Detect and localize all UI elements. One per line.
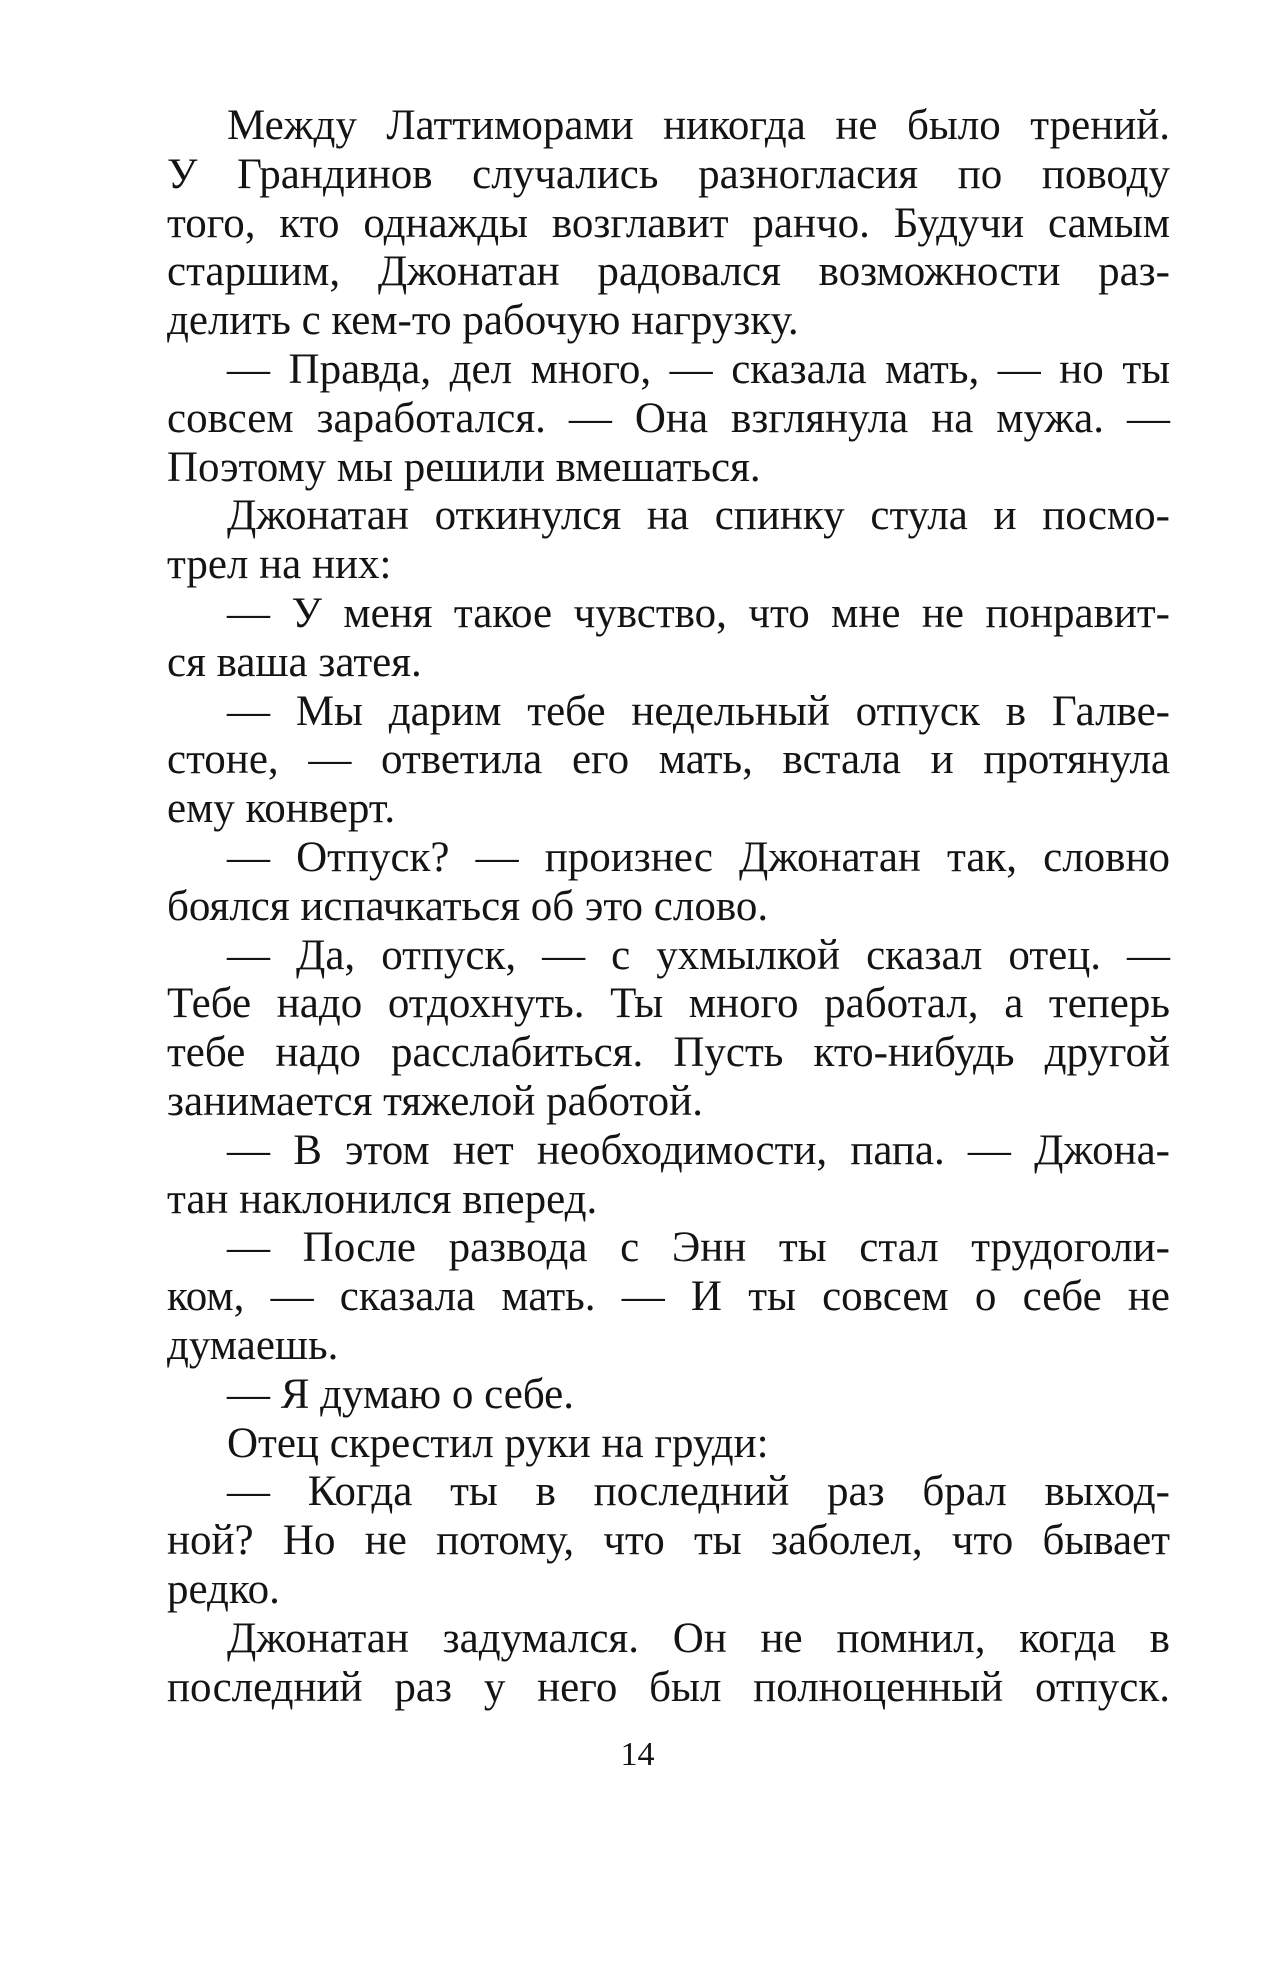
text-line: Джонатан задумался. Он не помнил, когда в <box>227 1614 1170 1662</box>
text-line: делить с кем-то рабочую нагрузку. <box>167 297 799 345</box>
text-line: — Отпуск? — произнес Джонатан так, словно <box>227 833 1170 881</box>
text-line: думаешь. <box>167 1321 339 1369</box>
text-line: трел на них: <box>167 541 392 589</box>
text-line: последний раз у него был полноценный отпуск. <box>167 1663 1170 1711</box>
text-line: Тебе надо отдохнуть. Ты много работал, а теперь <box>167 980 1170 1028</box>
text-line: — Правда, дел много, — сказала мать, — но ты <box>227 345 1170 393</box>
text-line: — Я думаю о себе. <box>227 1370 574 1418</box>
text-line: Отец скрестил руки на груди: <box>227 1419 769 1467</box>
text-line: тебе надо расслабиться. Пусть кто-нибудь другой <box>167 1029 1170 1077</box>
text-line: боялся испачкаться об это слово. <box>167 882 769 930</box>
text-line: стоне, — ответила его мать, встала и протянула <box>167 736 1170 784</box>
text-line: ком, — сказала мать. — И ты совсем о себе не <box>167 1273 1170 1321</box>
text-line: — Мы дарим тебе недельный отпуск в Галве- <box>227 687 1170 735</box>
text-line: ной? Но не потому, что ты заболел, что бывает <box>167 1517 1170 1565</box>
page-number: 14 <box>620 1736 655 1773</box>
text-line: занимается тяжелой работой. <box>167 1077 703 1125</box>
text-line: У Грандинов случались разногласия по поводу <box>167 150 1170 198</box>
text-line: редко. <box>167 1565 280 1613</box>
text-line: старшим, Джонатан радовался возможности раз- <box>167 248 1170 296</box>
text-line: Джонатан откинулся на спинку стула и посмо- <box>227 492 1170 540</box>
text-line: ся ваша затея. <box>167 638 422 686</box>
text-line: — В этом нет необходимости, папа. — Джона- <box>227 1126 1170 1174</box>
text-line: тан наклонился вперед. <box>167 1175 598 1223</box>
text-line: Между Латтиморами никогда не было трений. <box>227 102 1170 149</box>
body-text <box>167 102 1170 1712</box>
text-line: совсем заработался. — Она взглянула на мужа. — <box>167 394 1170 442</box>
text-line: — У меня такое чувство, что мне не понравит- <box>227 589 1170 637</box>
text-line: Поэтому мы решили вмешаться. <box>167 443 761 491</box>
text-line: — Когда ты в последний раз брал выход- <box>227 1468 1170 1516</box>
text-line: — После развода с Энн ты стал трудоголи- <box>227 1224 1170 1272</box>
text-line: того, кто однажды возглавит ранчо. Будучи самым <box>167 199 1170 247</box>
text-line: ему конверт. <box>167 785 396 833</box>
text-line: — Да, отпуск, — с ухмылкой сказал отец. — <box>227 931 1170 979</box>
